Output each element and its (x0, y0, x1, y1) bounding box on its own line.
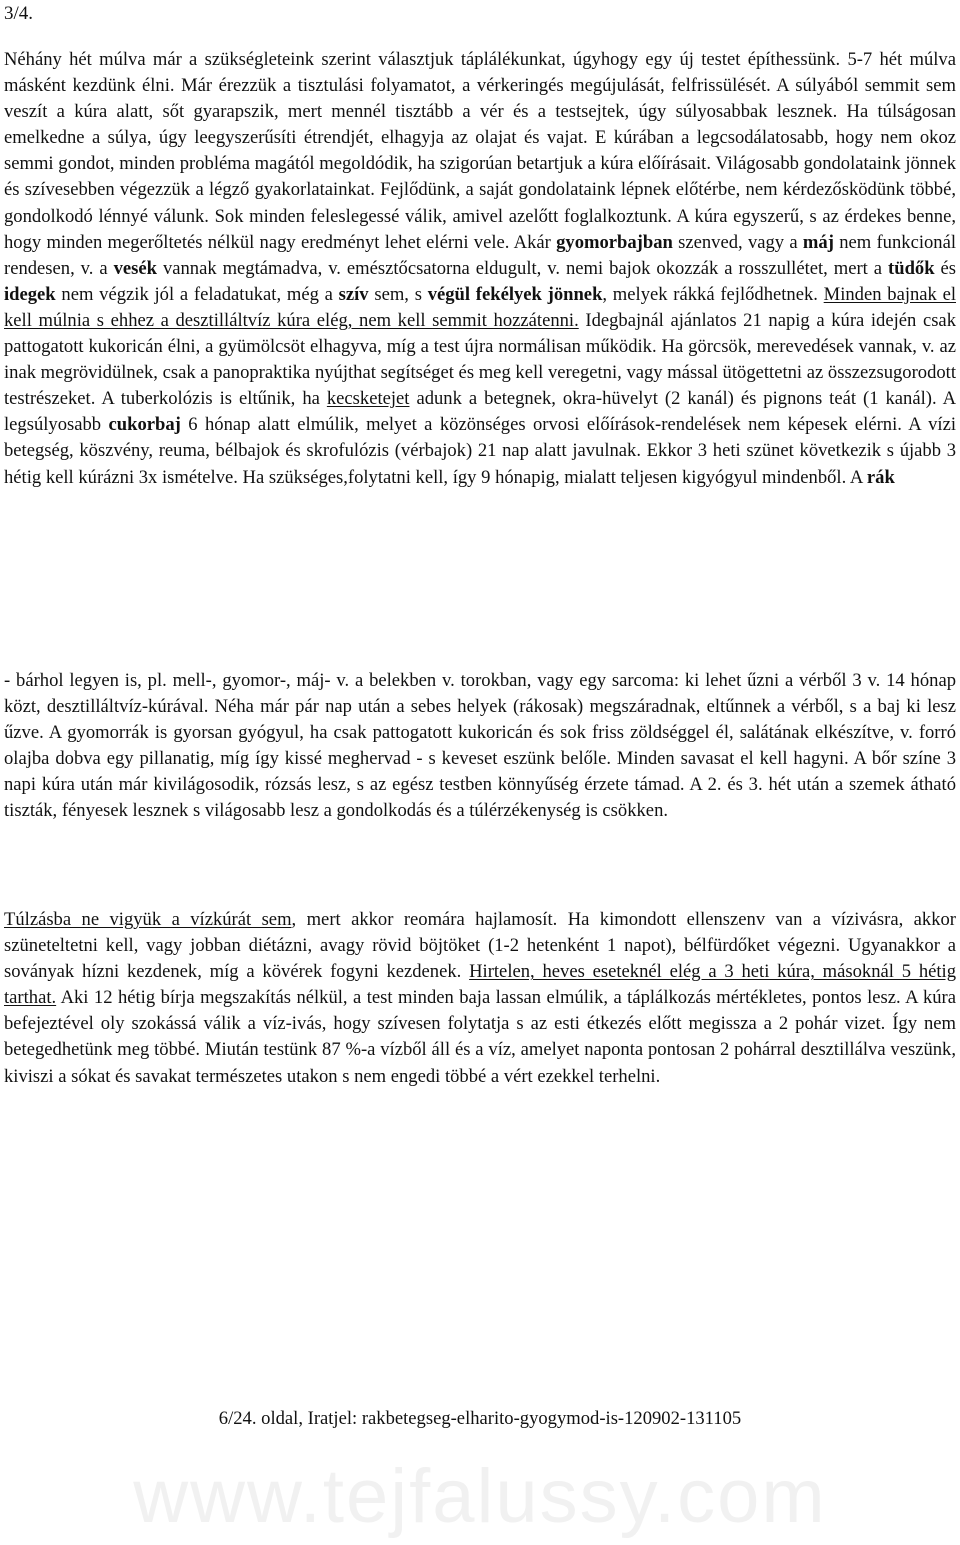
bold-text: szív (338, 283, 369, 305)
text-run: Néhány hét múlva már a szükségleteink szerint választjuk táplálékunkat, úgyhogy egy új testet építhessünk. 5-7 hét múlva másként kezdünk élni. Már érezzük a tisztulási folyamatot, a vérkeringés megújulását, felfrissülését. A súlyából semmit sem veszít a kúra alatt, sőt gyarapszik, mert mennél tisztább a vér és a testsejtek, úgy súlyosabbak lesznek. Ha túlságosan emelkedne a súlya, úgy leegyszerűsíti étrendjét, elhagyja az olajat és vajat. E kúrában a legcsodálatosabb, hogy nem okoz semmi gondot, minden probléma magától megoldódik, ha szigorúan betartjuk a kúra előírásait. Világosabb gondolataink jönnek és szívesebben végezzük a légző gyakorlatainkat. Fejlődünk, a saját gondolataink lépnek előtérbe, nem kérdezősködünk többé, gondolkodó lénnyé válunk. Sok minden feleslegessé válik, amivel azelőtt foglalkoztunk. A kúra egyszerű, s az érdekes benne, hogy minden megerőltetés nélkül nagy eredményt lehet elérni vele. Akár (4, 49, 956, 253)
text-run: nem végzik jól a feladatukat, még a (55, 283, 339, 305)
paragraph-2 (4, 668, 956, 825)
text-run: vannak megtámadva, v. emésztőcsatorna eldugult, v. nemi bajok okozzák a rosszullétet, mert a (156, 257, 889, 279)
bold-text: vesék (113, 257, 157, 279)
bold-text: máj (802, 231, 834, 253)
text-run: Idegbajnál ajánlatos 21 napig a kúra idején csak pattogatott kukoricán élni, a gyümölcsöt elhagyva, míg a test újra normálisan működik. Ha görcsök, merevedések vannak, v. az inak megrövidülnek, csak a panopraktika nyújthat segítséget és meg kell veregetni, vagy mással ütögettetni az összezsugorodott testrészeket. A tuberkolózis is eltűnik, ha (4, 309, 956, 410)
text-run: szenved, vagy a (672, 231, 803, 253)
underlined-text: kecsketejet (326, 388, 410, 410)
bold-text: tüdők (888, 257, 935, 279)
text-run: nem funkcionál rendesen, v. a (4, 231, 956, 279)
text-run: , melyek rákká fejlődhetnek. (602, 283, 824, 305)
text-run: sem, s (368, 283, 428, 305)
bold-text: végül fekélyek jönnek (427, 283, 603, 305)
text-run: 6 hónap alatt elmúlik, melyet a közönséges orvosi előírások-rendelések nem képesek elérni. A vízi betegség, köszvény, reuma, bélbajok és skrofulózis (vérbajok) 21 nap alatt javulnak. Ekkor 3 heti szünet következik s újabb 3 hétig kell kúrázni 3x ismételve. Ha szükséges,folytatni kell, így 9 hónapig, mialatt teljesen kigyógyul mindenből. A (4, 414, 956, 488)
paragraph-1 (4, 47, 956, 491)
text-run: , mert akkor reomára hajlamosít. Ha kimondott ellenszenv van a vízivásra, akkor szüneteltetni kell, vagy jobban diétázni, avagy rövid böjtöket (1-2 hetenként 1 napot), bélfürdőket végezni. Ugyanakkor a soványak hízni kezdenek, míg a kövérek fogyni kezdenek. (4, 909, 956, 983)
underlined-text: Hirtelen, heves eseteknél elég a 3 heti kúra, másoknál 5 hétig tarthat. (4, 961, 956, 1009)
bold-text: idegek (4, 283, 56, 305)
text-run: adunk a betegnek, okra-hüvelyt (2 kanál) és pignons teát (1 kanál). A legsúlyosabb (4, 388, 956, 436)
page-footer: 6/24. oldal, Iratjel: rakbetegseg-elharito-gyogymod-is-120902-131105 (218, 1408, 742, 1429)
bold-text: rák (866, 466, 895, 488)
text-run: Aki 12 hétig bírja megszakítás nélkül, a test minden baja lassan elmúlik, a táplálkozás mértékletes, pontos lesz. A kúra befejeztével oly szokássá válik a víz-ivás, hogy szívesen folytatja s az esti étkezés előtt megissza a 2 pohár vizet. Így nem betegedhetünk meg többé. Miután testünk 87 %-a vízből áll és a víz, amelyet naponta pontosan 2 pohárral desztillálva veszünk, kiviszi a sókat és savakat természetes utakon s nem engedi többé a vért ezekkel terhelni. (4, 987, 956, 1087)
text-run: - bárhol legyen is, pl. mell-, gyomor-, máj- v. a belekben v. torokban, vagy egy sarcoma: ki lehet űzni a vérből 3 v. 14 hónap közt, desztilláltvíz-kúrával. Néha már pár nap után a sebes helyek (rákosak) megszáradnak, eltűnnek a vérből, s a baj ki lesz űzve. A gyomorrák is gyorsan gyógyul, ha csak pattogatott kukoricán és sok friss zöldséggel él, salátának elkészítve, v. forró olajba dobva egy pillanatig, míg így kissé meghervad - s keveset eszünk belőle. Minden savasat el kell hagyni. A bőr színe 3 napi kúra után már kivilágosodik, rózsás lesz, s az egész testben könnyűség érzete támad. A 2. és 3. hét után a szemek átható tiszták, fényesek lesznek s világosabb lesz a gondolkodás és a túlérzékenység is csökken. (4, 670, 956, 822)
paragraph-3 (4, 907, 956, 1090)
text-run: és (934, 257, 956, 279)
watermark: www.tejfalussy.com (133, 1454, 827, 1539)
underlined-text: Minden bajnak el kell múlnia s ehhez a desztilláltvíz kúra elég, nem kell semmit hozzátenni. (4, 283, 956, 331)
page-label: 3/4. (4, 3, 34, 24)
bold-text: gyomorbajban (556, 231, 673, 253)
underlined-text: Túlzásba ne vigyük a vízkúrát sem (4, 909, 292, 930)
bold-text: cukorbaj (108, 414, 181, 436)
